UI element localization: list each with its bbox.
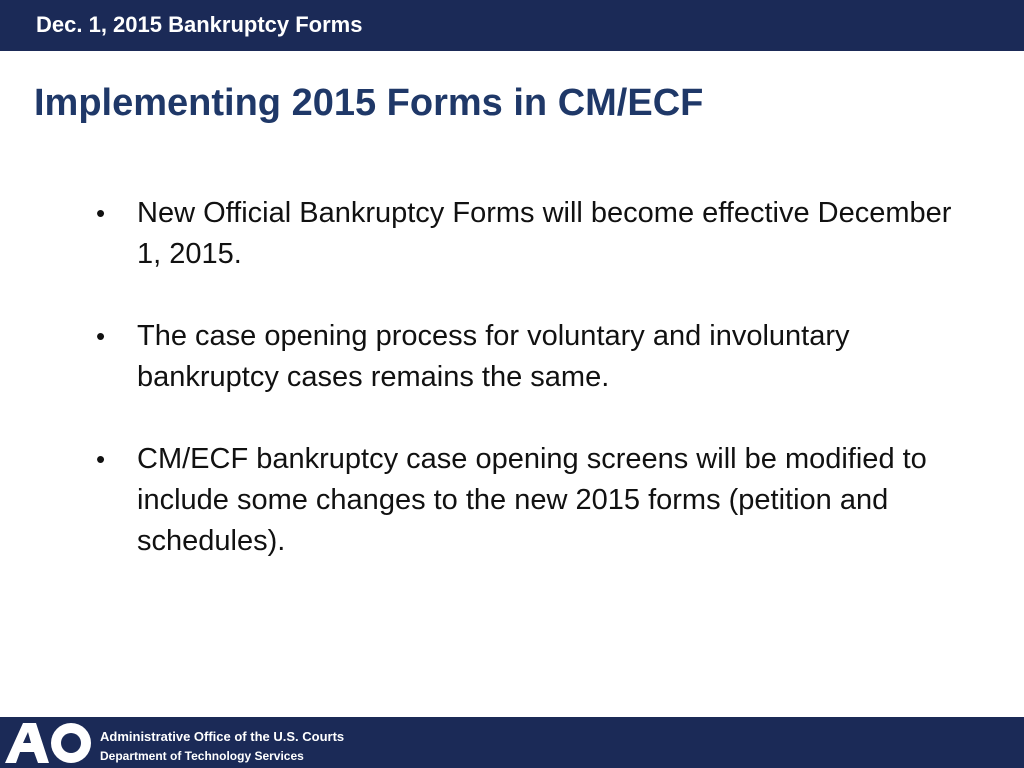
bullet-icon: • [96, 198, 106, 228]
bullet-item [96, 439, 976, 562]
bullet-icon: • [96, 444, 106, 474]
bullet-text: New Official Bankruptcy Forms will become effective December 1, 2015. [137, 197, 952, 270]
footer-org-name: Administrative Office of the U.S. Courts [100, 729, 345, 744]
slide-title: Implementing 2015 Forms in CM/ECF [34, 82, 704, 124]
header-title: Dec. 1, 2015 Bankruptcy Forms [36, 12, 363, 37]
footer-bar [0, 717, 1024, 768]
bullet-item [96, 193, 976, 275]
bullet-list [96, 193, 976, 603]
bullet-text: CM/ECF bankruptcy case opening screens will be modified to include some changes to the new 2015 forms (petition and schedules). [137, 443, 927, 557]
footer-department: Department of Technology Services [100, 749, 304, 763]
bullet-item [96, 316, 976, 398]
bullet-icon: • [96, 321, 106, 351]
header-bar [0, 0, 1024, 51]
bullet-text: The case opening process for voluntary and involuntary bankruptcy cases remains the same. [137, 320, 850, 393]
ao-logo-icon [3, 721, 95, 765]
